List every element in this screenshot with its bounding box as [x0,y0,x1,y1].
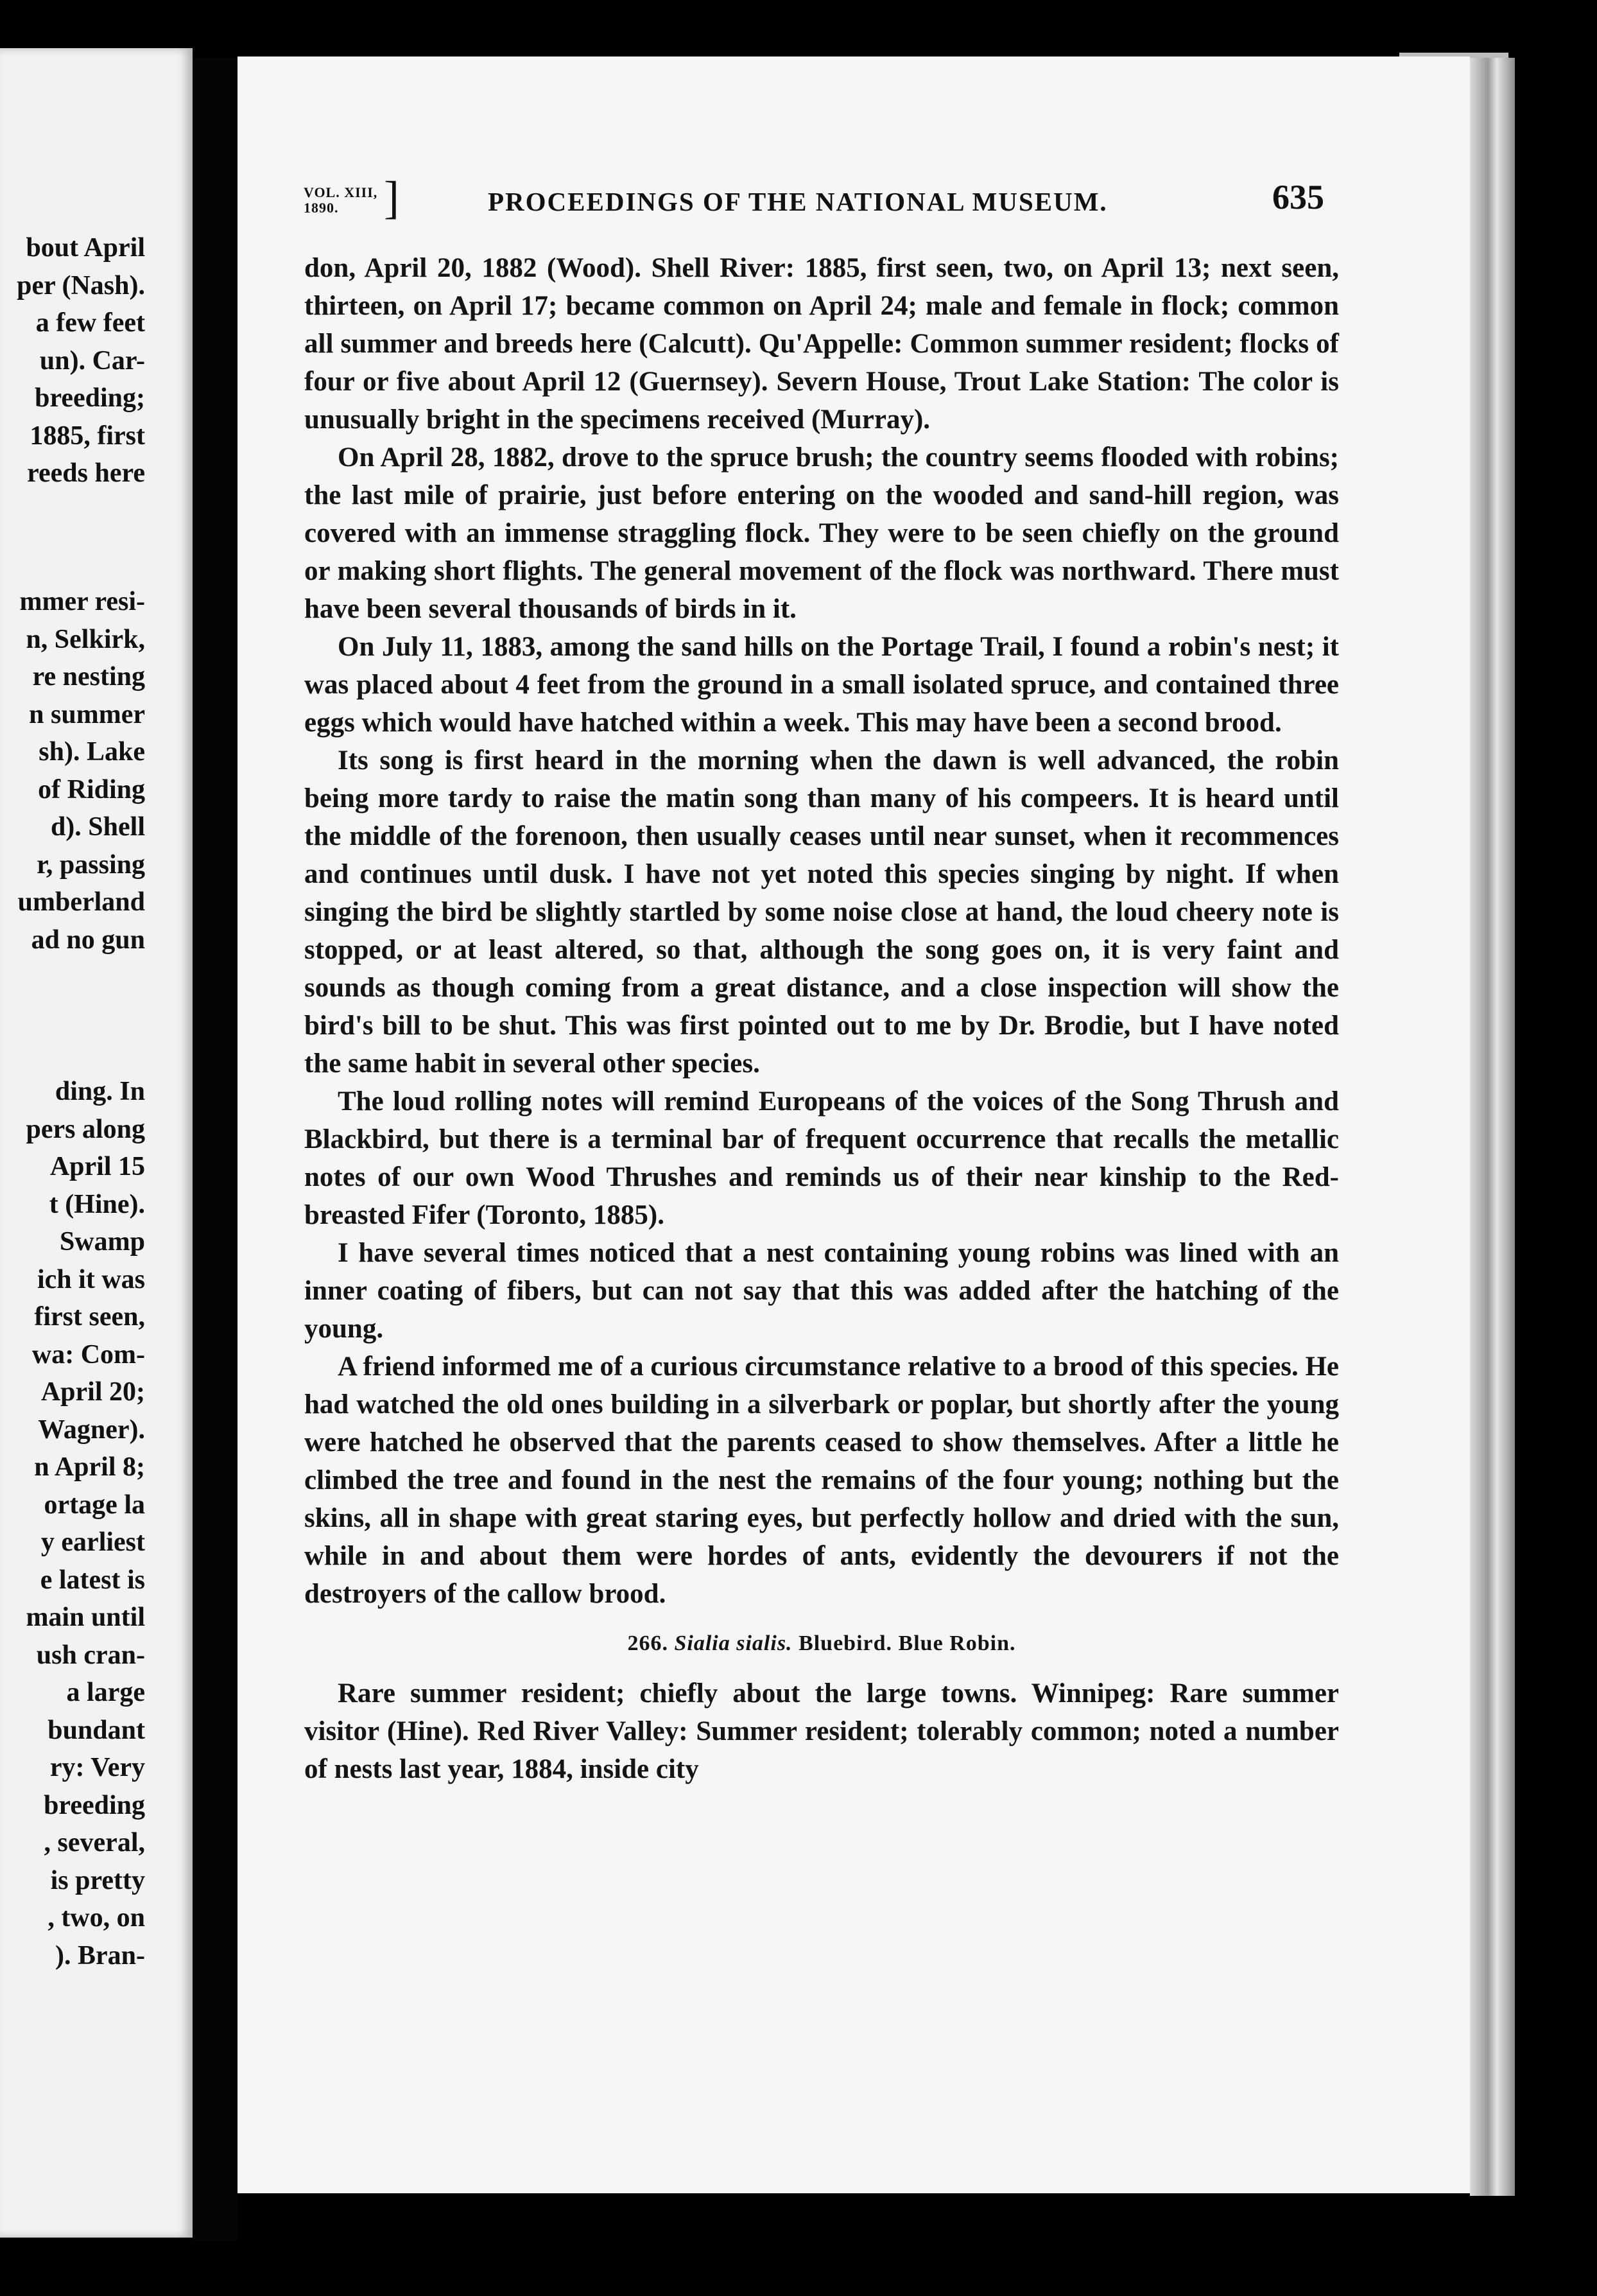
left-line: ich it was [37,1264,145,1294]
left-line: a few feet [35,308,145,338]
paragraph: The loud rolling notes will remind Europeans of the voices of the Song Thrush and Blackbird, but there is a terminal bar of frequent occurrence that recalls the metallic notes of our own Wood Thrushes and reminds us of their near kinship to the Red-breasted Fifer (Toronto, 1885). [304,1086,1339,1230]
left-line: April 20; [40,1377,145,1407]
left-line: breeding; [35,383,145,413]
left-line: pers along [26,1114,145,1144]
left-text-block-3 [0,1073,193,1974]
left-line: e latest is [40,1565,145,1595]
volume-citation [304,185,377,216]
species-number: 266. [627,1631,668,1655]
left-line: ush cran- [36,1640,145,1670]
running-title: PROCEEDINGS OF THE NATIONAL MUSEUM. [488,187,1108,216]
book-gutter [193,58,237,2241]
left-line: n, Selkirk, [26,624,145,654]
left-line: , two, on [47,1903,145,1933]
left-line: April 15 [49,1152,145,1181]
left-line: breeding [44,1790,145,1820]
species-common-name: Bluebird. Blue Robin. [798,1631,1016,1655]
left-line: ding. In [55,1077,145,1106]
body-text [304,249,1339,1788]
left-line: sh). Lake [39,737,145,767]
previous-page-fragment [0,48,193,2238]
page-number: 635 [1272,178,1324,216]
left-line: umberland [17,887,145,917]
paragraph: On April 28, 1882, drove to the spruce brush; the country seems flooded with robins; the last mile of prairie, just before entering on the wooded and sand-hill region, was covered with an immense straggling flock. They were to be seen chiefly on the ground or making short flights. The general movement of the flock was northward. There must have been several thousands of birds in it. [304,442,1339,624]
left-line: ry: Very [49,1753,145,1782]
running-header [237,172,1444,229]
left-line: re nesting [32,662,145,691]
left-line: ad no gun [31,925,145,955]
left-line: ortage la [44,1490,145,1520]
left-line: main until [26,1603,145,1632]
left-line: bundant [47,1715,145,1745]
species-latin-name: Sialia sialis. [674,1631,793,1655]
paragraph: Its song is first heard in the morning when the dawn is well advanced, the robin being more tardy to raise the matin song than many of his compeers. It is heard until the middle of the forenoon, then usually ceases until near sunset, when it recommences and continues until dusk. I have not yet noted this species singing by night. If when singing the bird be slightly startled by some noise close at hand, the loud cheery note is stopped, or at least altered, so that, although the song goes on, it is very faint and sounds as though coming from a great distance, and a close inspection will show the bird's bill to be shut. This was first pointed out to me by Dr. Brodie, but I have noted the same habit in several other species. [304,745,1339,1079]
left-line: Swamp [59,1227,145,1257]
page-edges [1470,58,1515,2196]
volume-label: VOL. XIII, [304,184,378,200]
volume-year: 1890. [304,200,339,216]
left-line: n summer [29,699,145,729]
left-line: bout April [26,233,145,263]
left-line: un). Car- [39,345,145,376]
paragraph: A friend informed me of a curious circumstance relative to a brood of this species. He had watched the old ones building in a silverbark or poplar, but shortly after the young were hatched he observed that the parents ceased to show themselves. After a little he climbed the tree and found in the nest the remains of the four young; nothing but the skins, all in shape with great staring eyes, but perfectly hollow and dried with the sun, while in and about them were hordes of ants, evidently the devourers if not the destroyers of the callow brood. [304,1352,1339,1609]
left-line: r, passing [37,849,145,880]
left-text-block-1 [0,229,193,492]
left-line: Wagner). [38,1414,145,1445]
paragraph: On July 11, 1883, among the sand hills on the Portage Trail, I found a robin's nest; it was placed about 4 feet from the ground in a small isolated spruce, and contained three eggs which would have hatched within a week. This may have been a second brood. [304,632,1339,738]
left-line: ). Bran- [55,1940,145,1970]
species-heading [304,1628,1339,1659]
main-page [237,57,1470,2193]
left-line: is pretty [50,1865,145,1895]
header-bracket: ] [384,172,399,223]
left-line: a large [66,1678,145,1707]
left-line: y earliest [40,1527,145,1557]
left-text-block-2 [0,583,193,959]
left-line: wa: Com- [31,1339,145,1370]
left-line: n April 8; [34,1452,145,1482]
left-line: t (Hine). [49,1189,145,1219]
left-line: reeds here [27,458,145,488]
left-line: 1885, first [30,421,145,451]
paragraph: Rare summer resident; chiefly about the large towns. Winnipeg: Rare summer visitor (Hine). Red River Valley: Summer resident; tolerably common; noted a number of nests last year, 1884, inside city [304,1678,1339,1784]
paragraph: I have several times noticed that a nest containing young robins was lined with an inner coating of fibers, but can not say that this was added after the hatching of the young. [304,1238,1339,1344]
left-line: of Riding [38,774,145,804]
paragraph: don, April 20, 1882 (Wood). Shell River: 1885, first seen, two, on April 13; next seen, thirteen, on April 17; became common on April 24; male and female in flock; common all summer and breeds here (Calcutt). Qu'Appelle: Common summer resident; flocks of four or five about April 12 (Guernsey). Severn House, Trout Lake Station: The color is unusually bright in the specimens received (Murray). [304,253,1339,435]
left-line: per (Nash). [17,270,145,300]
left-line: d). Shell [50,812,145,842]
left-line: mmer resi- [19,587,145,616]
left-line: first seen, [34,1302,145,1332]
left-line: , several, [44,1828,145,1857]
